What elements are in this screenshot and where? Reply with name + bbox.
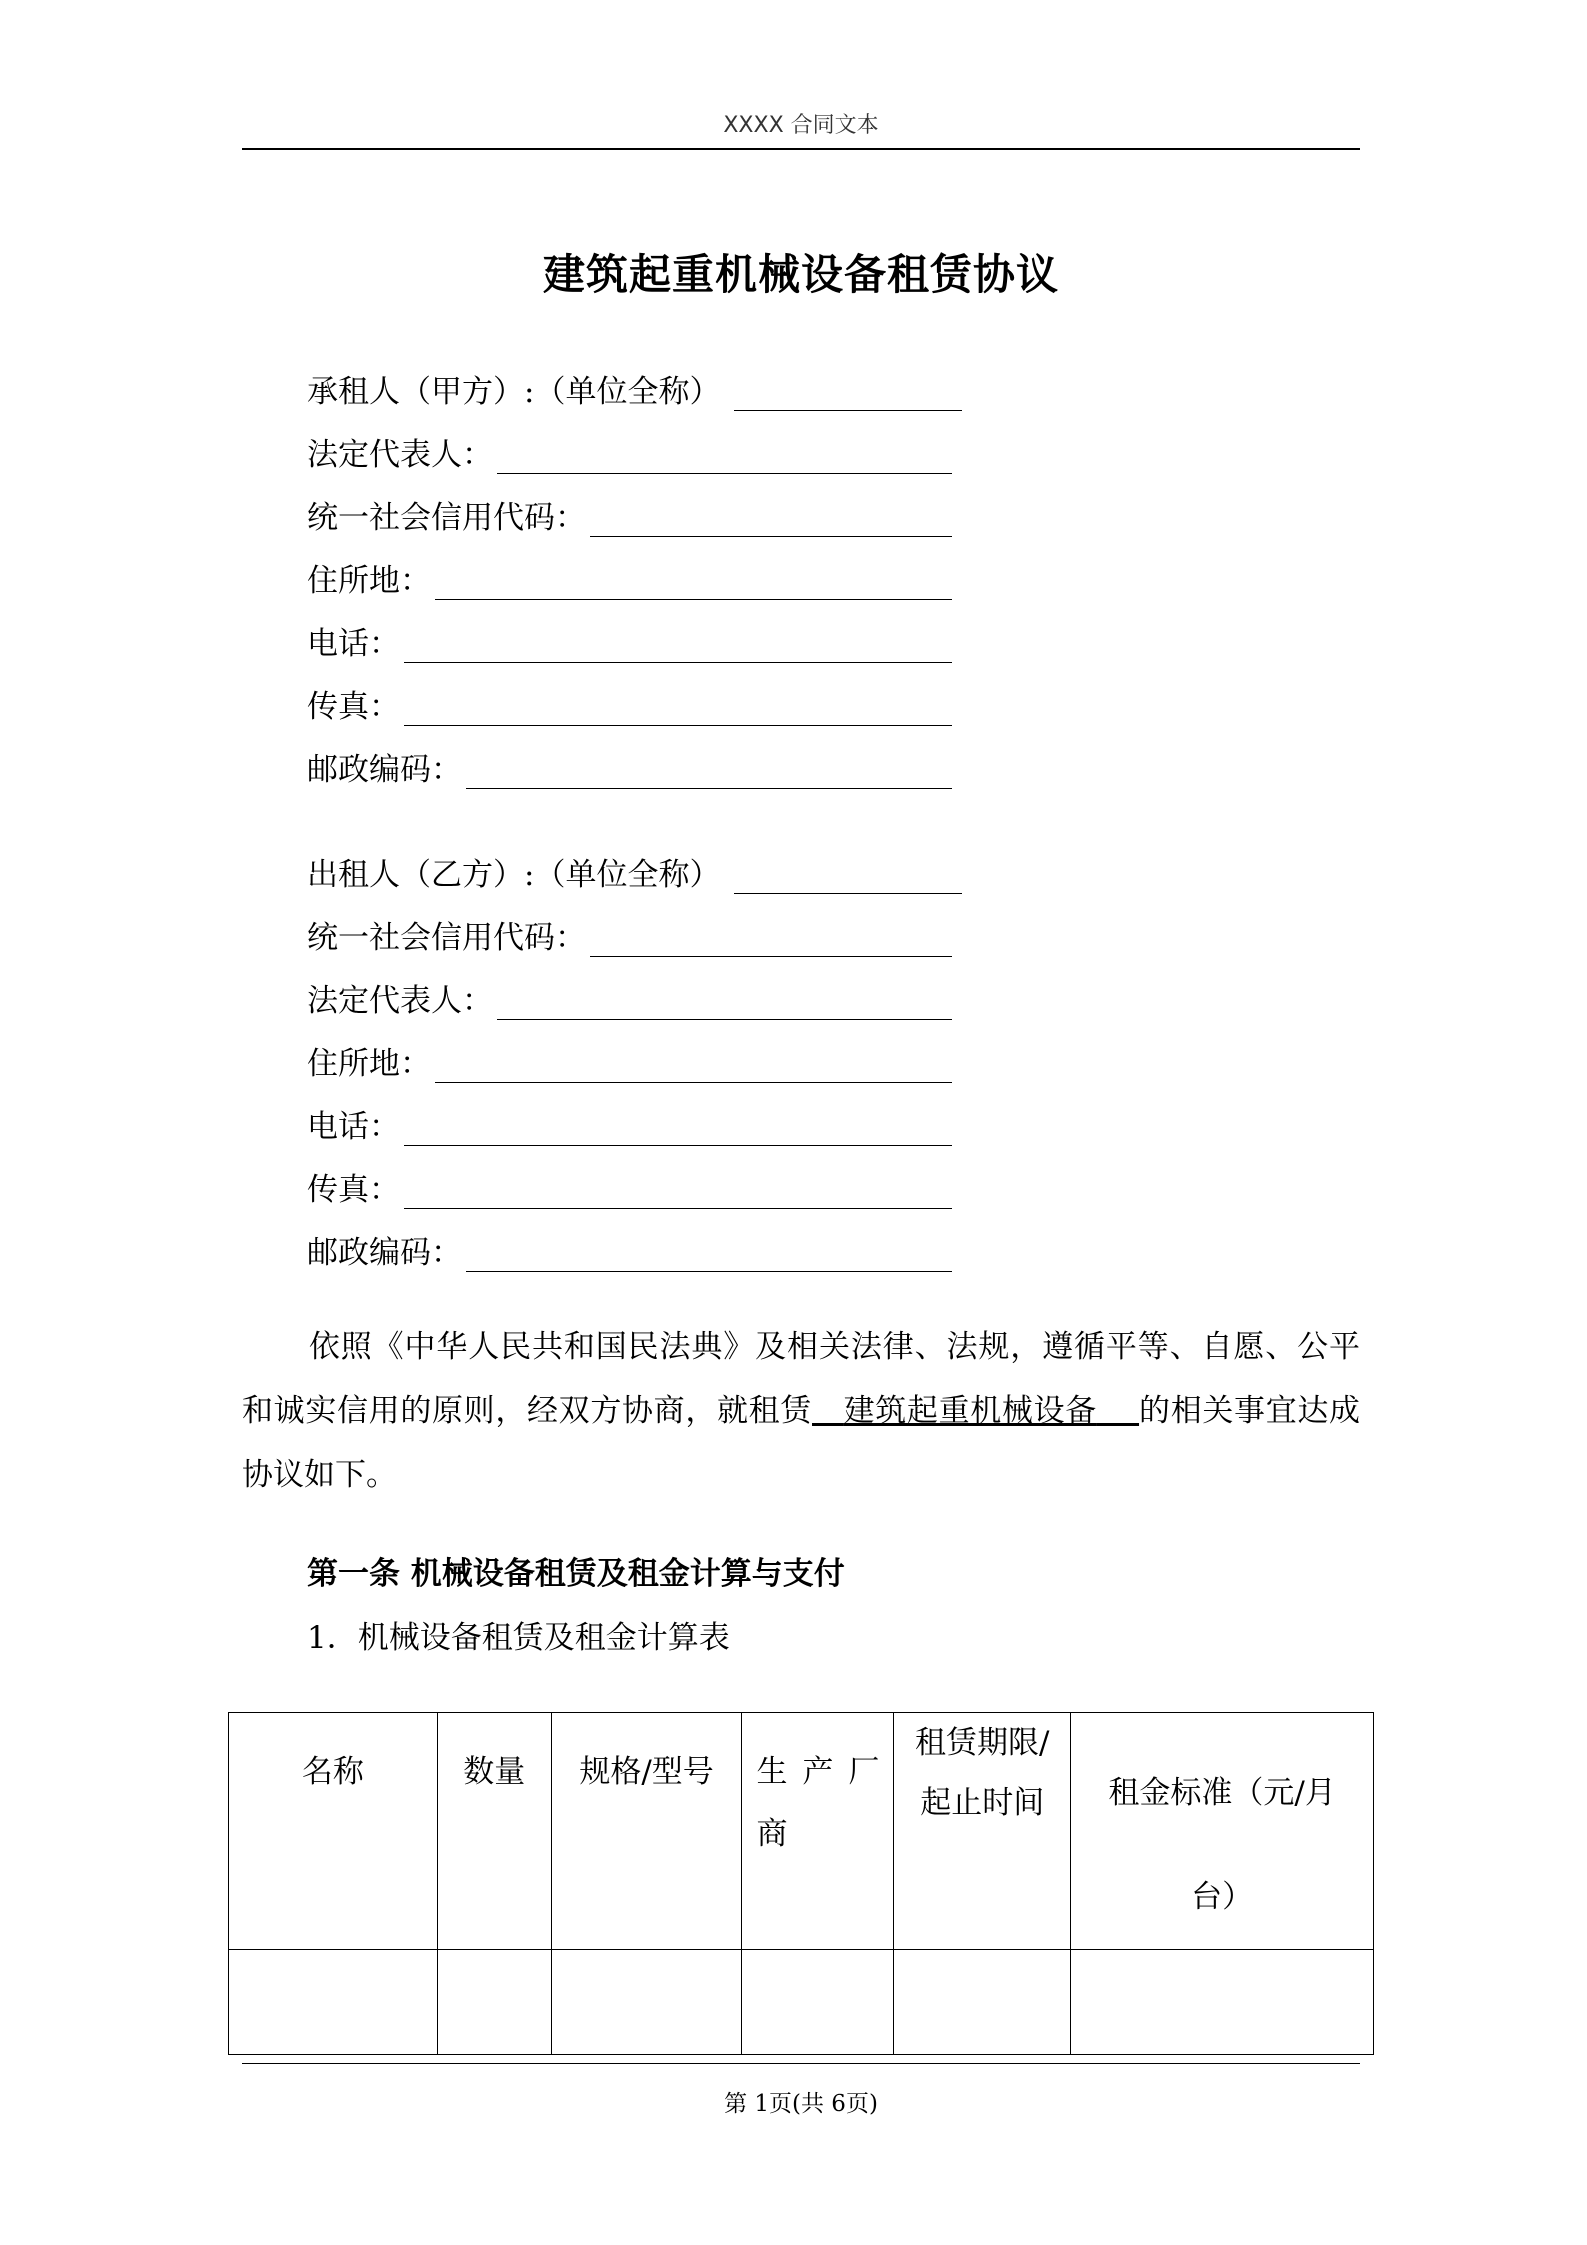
footer-rule (242, 2063, 1360, 2064)
blank-line[interactable] (466, 758, 952, 789)
blank-line[interactable] (734, 863, 962, 894)
field-label: 电话： (307, 626, 400, 662)
intro-text-before: 依照《中华人民共和国民法典》及相关法律、法规，遵循平等、自愿、公平和诚实信用的原则，经双方协商，就租赁 (242, 1329, 1360, 1429)
party-b-phone-field (307, 1083, 952, 1146)
table-cell[interactable] (229, 1950, 438, 2055)
party-a-credit-code-field (307, 474, 952, 537)
table-header-row (229, 1713, 1374, 1950)
field-label: 统一社会信用代码： (307, 500, 586, 536)
header-cell-rate: 租金标准（元/月台） (1071, 1713, 1374, 1950)
party-a-address-field (307, 537, 952, 600)
field-label: 承租人（甲方）:（单位全称） (307, 374, 721, 410)
intro-paragraph (242, 1315, 1360, 1507)
header-cell-spec: 规格/型号 (551, 1713, 742, 1950)
field-label: 电话： (307, 1109, 400, 1145)
party-a-name-field (307, 348, 952, 411)
table-cell[interactable] (742, 1950, 894, 2055)
blank-line[interactable] (404, 1115, 952, 1146)
intro-filled-value[interactable] (812, 1393, 1139, 1429)
party-a-postcode-field (307, 726, 952, 789)
sub-heading: 1．机械设备租赁及租金计算表 (307, 1620, 730, 1656)
party-a-legal-rep-field (307, 411, 952, 474)
party-b-legal-rep-field (307, 957, 952, 1020)
intro-text-after: 的相关事宜达成协议如下。 (242, 1393, 1361, 1493)
header-cell-quantity: 数量 (437, 1713, 551, 1950)
header-cell-name: 名称 (229, 1713, 438, 1950)
table-cell[interactable] (1071, 1950, 1374, 2055)
blank-line[interactable] (497, 989, 952, 1020)
party-b-credit-code-field (307, 894, 952, 957)
party-a-fax-field (307, 663, 952, 726)
table-cell[interactable] (551, 1950, 742, 2055)
blank-line[interactable] (590, 506, 952, 537)
document-title: 建筑起重机械设备租赁协议 (542, 250, 1059, 299)
rental-table (228, 1712, 1374, 2055)
field-label: 法定代表人： (307, 437, 493, 473)
header-rule (242, 148, 1360, 150)
party-b-block (307, 831, 952, 1272)
party-b-postcode-field (307, 1209, 952, 1272)
field-label: 传真： (307, 689, 400, 725)
header-cell-period: 租赁期限/起止时间 (894, 1713, 1071, 1950)
blank-line[interactable] (404, 632, 952, 663)
blank-line[interactable] (435, 1052, 952, 1083)
running-header: XXXX 合同文本 (723, 113, 879, 138)
section-heading: 第一条 机械设备租赁及租金计算与支付 (307, 1556, 845, 1592)
table-row (229, 1950, 1374, 2055)
field-label: 邮政编码： (307, 1235, 462, 1271)
party-a-phone-field (307, 600, 952, 663)
header-cell-manufacturer: 生 产 厂 商 (742, 1713, 894, 1950)
blank-line[interactable] (497, 443, 952, 474)
field-label: 邮政编码： (307, 752, 462, 788)
field-label: 传真： (307, 1172, 400, 1208)
field-label: 出租人（乙方）:（单位全称） (307, 857, 721, 893)
field-label: 住所地： (307, 563, 431, 599)
party-b-name-field (307, 831, 952, 894)
table-cell[interactable] (437, 1950, 551, 2055)
page-number: 第 1页(共 6页) (724, 2091, 878, 2117)
blank-line[interactable] (590, 926, 952, 957)
field-label: 法定代表人： (307, 983, 493, 1019)
field-label: 统一社会信用代码： (307, 920, 586, 956)
blank-line[interactable] (435, 569, 952, 600)
filled-value-text: 建筑起重机械设备 (843, 1393, 1097, 1429)
party-a-block (307, 348, 952, 789)
blank-line[interactable] (404, 1178, 952, 1209)
blank-line[interactable] (734, 380, 962, 411)
field-label: 住所地： (307, 1046, 431, 1082)
party-b-fax-field (307, 1146, 952, 1209)
blank-line[interactable] (404, 695, 952, 726)
blank-line[interactable] (466, 1241, 952, 1272)
table-cell[interactable] (894, 1950, 1071, 2055)
party-b-address-field (307, 1020, 952, 1083)
